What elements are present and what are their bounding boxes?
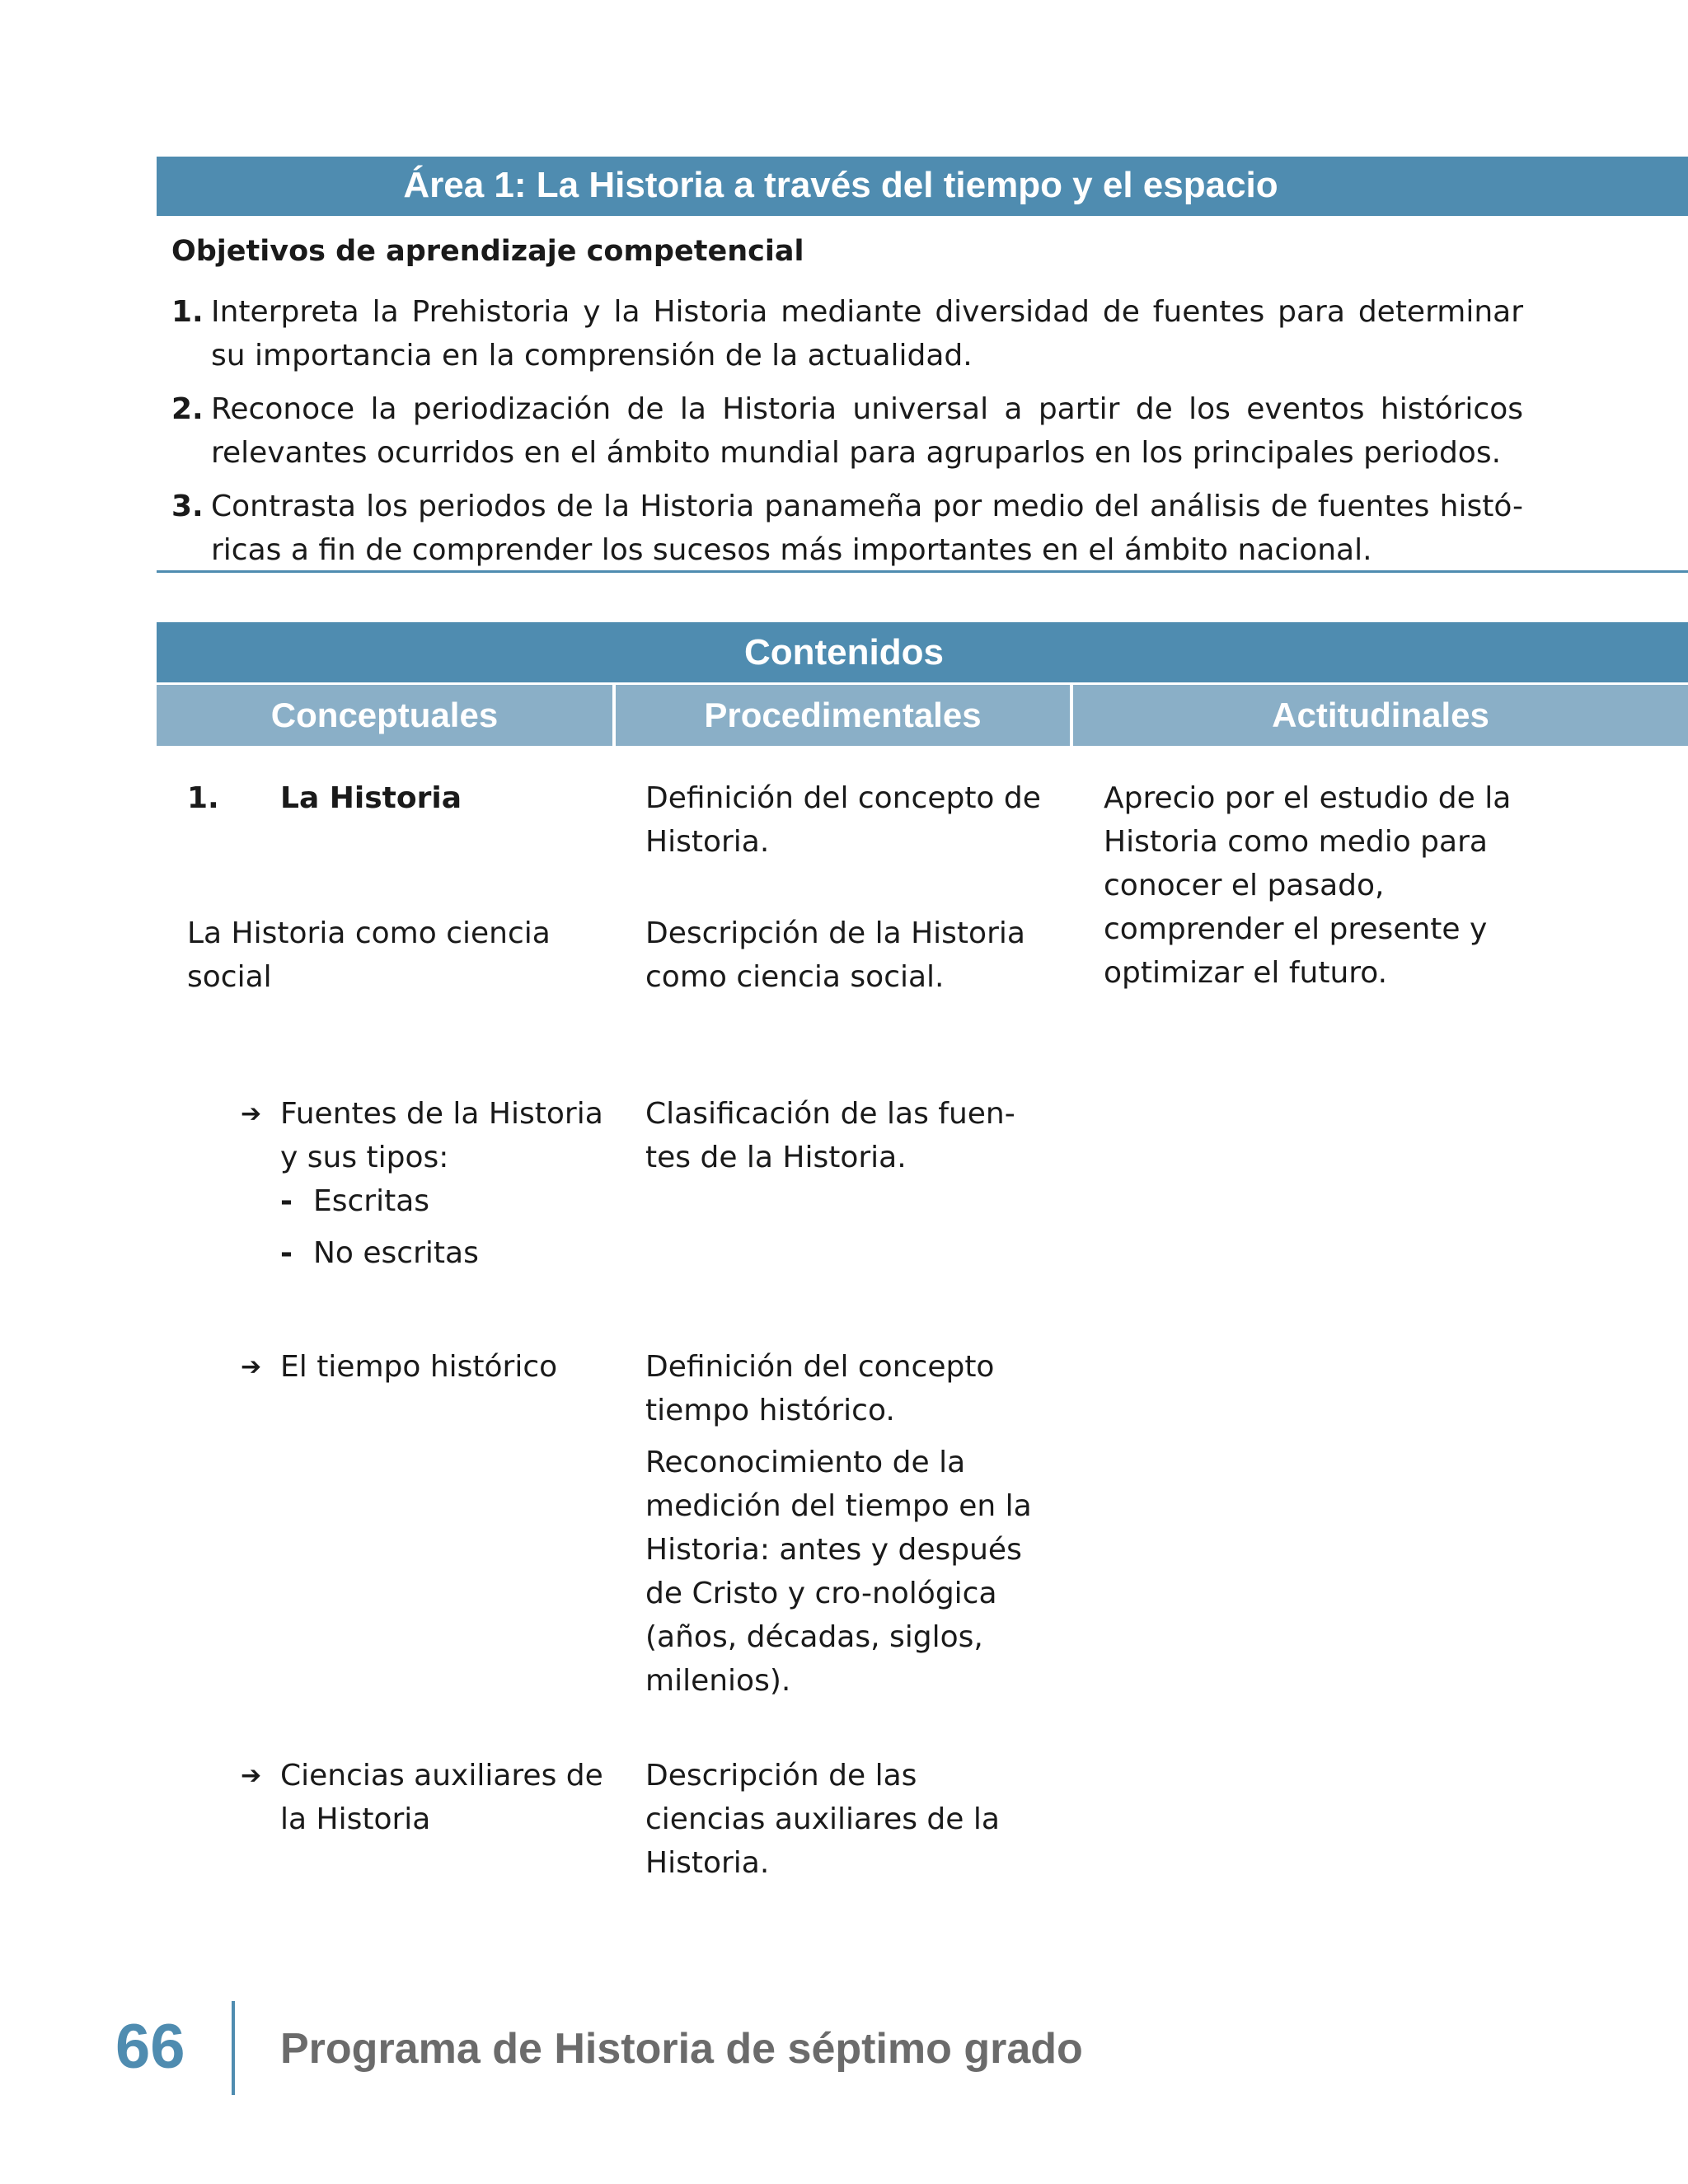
contents-title: Contenidos	[744, 632, 944, 673]
objective-item	[171, 485, 1523, 572]
arrow-bullet-icon: ➔	[241, 1761, 262, 1790]
objective-number: 3.	[171, 490, 204, 523]
footer-divider	[232, 2001, 235, 2095]
area-header	[157, 157, 1688, 216]
concept-sources: Fuentes de la Historia y sus tipos:	[280, 1097, 603, 1174]
objectives-divider	[157, 570, 1688, 573]
procedural-item: Clasificación de las fuen-tes de la Historia.	[645, 1097, 1015, 1174]
dash-bullet-icon: -	[280, 1184, 293, 1218]
procedural-item: Descripción de las ciencias auxiliares de la Historia.	[645, 1759, 1000, 1880]
concept-historical-time: El tiempo histórico	[280, 1350, 558, 1384]
footer-title: Programa de Historia de séptimo grado	[280, 2025, 1083, 2073]
procedural-item: Definición del concepto tiempo histórico.	[645, 1350, 995, 1427]
concept-title: La Historia	[280, 781, 462, 815]
concept-sources-written: Escritas	[313, 1184, 430, 1218]
column-header-attitudinal: Actitudinales	[1073, 685, 1688, 746]
arrow-bullet-icon: ➔	[241, 1352, 262, 1381]
concept-auxiliary-sciences: Ciencias auxiliares de la Historia	[280, 1759, 603, 1836]
objectives-heading: Objetivos de aprendizaje competencial	[171, 235, 804, 268]
objective-number: 2.	[171, 392, 204, 426]
column-header-conceptual: Conceptuales	[157, 685, 612, 746]
arrow-bullet-icon: ➔	[241, 1099, 262, 1128]
objective-item	[171, 387, 1523, 475]
page-number: 66	[115, 2012, 185, 2082]
concept-number: 1.	[187, 781, 219, 815]
objective-number: 1.	[171, 295, 204, 329]
dash-bullet-icon: -	[280, 1236, 293, 1270]
objectives-list	[171, 290, 1523, 582]
procedural-item: Definición del concepto de Historia.	[645, 781, 1041, 859]
area-title: Área 1: La Historia a través del tiempo y el espacio	[403, 165, 1278, 205]
attitudinal-item: Aprecio por el estudio de la Historia como medio para conocer el pasado, comprender el presente y optimizar el futuro.	[1104, 781, 1512, 990]
procedural-item: Reconocimiento de la medición del tiempo en la Historia: antes y después de Cristo y cro-nológica (años, décadas, siglos, milenios).	[645, 1446, 1032, 1698]
objective-text: Reconoce la periodización de la Historia universal a partir de los eventos históricos relevantes ocurridos en el ámbito mundial para agruparlos en los principales periodos.	[211, 392, 1523, 470]
objective-item	[171, 290, 1523, 377]
column-headers	[157, 685, 1688, 746]
column-header-procedural: Procedimentales	[616, 685, 1070, 746]
objective-text: Interpreta la Prehistoria y la Historia mediante diversidad de fuentes para determinar su importancia en la comprensión de la actualidad.	[211, 295, 1523, 373]
contents-header	[157, 622, 1688, 682]
concept-social-science: La Historia como ciencia social	[187, 916, 551, 994]
objective-text: Contrasta los periodos de la Historia panameña por medio del análisis de fuentes histó-ricas a fin de comprender los sucesos más importantes en el ámbito nacional.	[211, 490, 1523, 567]
concept-sources-unwritten: No escritas	[313, 1236, 479, 1270]
procedural-item: Descripción de la Historia como ciencia social.	[645, 916, 1025, 994]
